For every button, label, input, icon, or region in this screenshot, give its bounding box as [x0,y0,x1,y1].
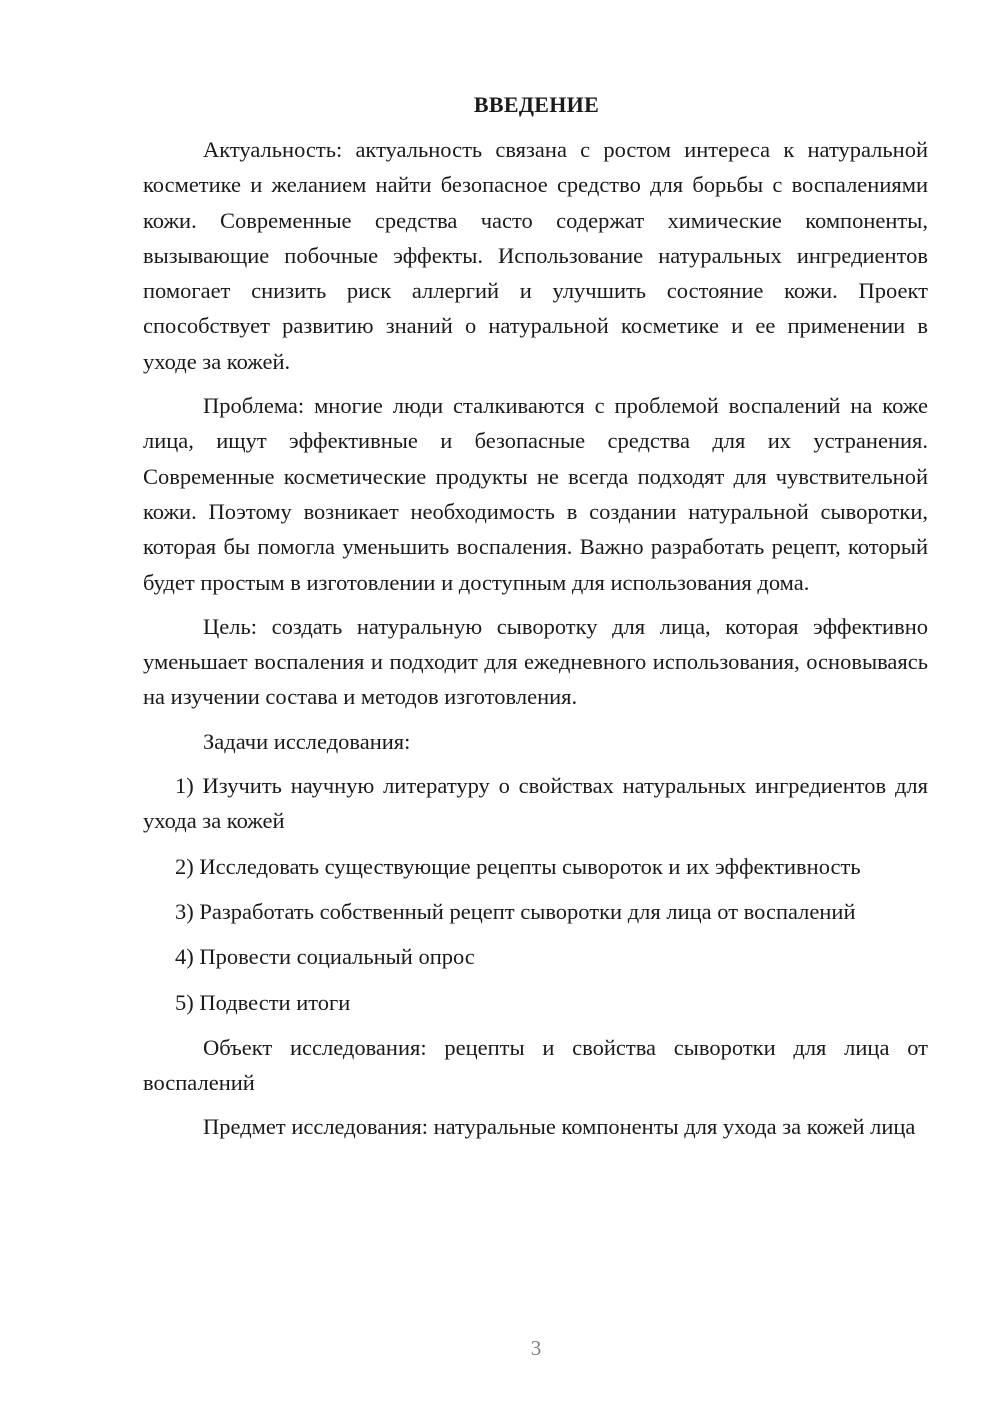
page-number: 3 [530,1336,542,1360]
subject-paragraph: Предмет исследования: натуральные компоненты для ухода за кожей лица [203,1114,916,1140]
list-item: 4) Провести социальный опрос [175,944,475,970]
list-item: 1) Изучить научную литературу о свойствах натуральных ингредиентов для ухода за кожей [143,773,928,834]
list-item: 2) Исследовать существующие рецепты сывороток и их эффективность [175,853,861,879]
tasks-title: Задачи исследования: [203,728,411,754]
tasks-list [143,768,928,1020]
problem-paragraph: Проблема: многие люди сталкиваются с проблемой воспалений на коже лица, ищут эффективные и безопасные средства для их устранения. Современные косметические продукты не всегда подходят для чувствительной кожи. Поэтому возникает необходимость в создании натуральной сыворотки, которая бы помогла уменьшить воспаления. Важно разработать рецепт, который будет простым в изготовлении и доступным для использования дома. [143,393,928,595]
relevance-paragraph: Актуальность: актуальность связана с ростом интереса к натуральной косметике и желанием найти безопасное средство для борьбы с воспалениями кожи. Современные средства часто содержат химические компоненты, вызывающие побочные эффекты. Использование натуральных ингредиентов помогает снизить риск аллергий и улучшить состояние кожи. Проект способствует развитию знаний о натуральной косметике и ее применении в уходе за кожей. [143,137,928,374]
list-item: 5) Подвести итоги [175,989,351,1015]
document-page [143,92,928,1145]
object-paragraph: Объект исследования: рецепты и свойства сыворотки для лица от воспалений [143,1034,928,1096]
goal-paragraph: Цель: создать натуральную сыворотку для лица, которая эффективно уменьшает воспаления и подходит для ежедневного использования, основываясь на изучении состава и методов изготовления. [143,613,928,710]
list-item: 3) Разработать собственный рецепт сыворотки для лица от воспалений [175,898,856,924]
section-heading: ВВЕДЕНИЕ [473,92,600,117]
